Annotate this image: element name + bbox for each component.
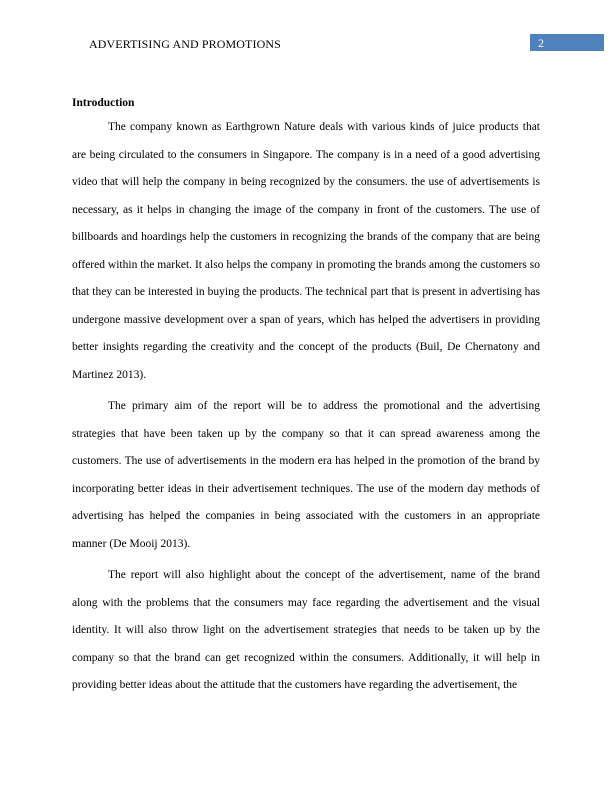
paragraph-2: The primary aim of the report will be to address the promotional and the advertising strategies that have been taken up by the company so that it can spread awareness among the customers. The use of advertisements in the modern era has helped in the promotion of the brand by incorporating better ideas in their advertisement techniques. The use of the modern day methods of advertising has helped the companies in being associated with the customers in an appropriate manner (De Mooij 2013). xyxy=(72,400,540,550)
document-body xyxy=(72,95,540,704)
page-number-badge xyxy=(530,34,604,51)
paragraph-3: The report will also highlight about the concept of the advertisement, name of the brand along with the problems that the consumers may face regarding the advertisement and the visual identity. It will also throw light on the advertisement strategies that needs to be taken up by the company so that the brand can get recognized within the consumers. Additionally, it will help in providing better ideas about the attitude that the customers have regarding the advertisement, the xyxy=(72,569,540,691)
section-heading: Introduction xyxy=(72,97,135,109)
running-header-title: ADVERTISING AND PROMOTIONS xyxy=(89,37,281,51)
paragraph-1: The company known as Earthgrown Nature deals with various kinds of juice products that are being circulated to the consumers in Singapore. The company is in a need of a good advertising video that will help the company in being recognized by the consumers. the use of advertisements is necessary, as it helps in changing the image of the company in front of the customers. The use of billboards and hoardings help the customers in recognizing the brands of the company that are being offered within the market. It also helps the company in promoting the brands among the customers so that they can be interested in buying the products. The technical part that is present in advertising has undergone massive development over a span of years, which has helped the advertisers in providing better insights regarding the creativity and the concept of the products (Buil, De Chernatony and Martinez 2013). xyxy=(72,121,540,381)
page-number: 2 xyxy=(538,36,544,50)
